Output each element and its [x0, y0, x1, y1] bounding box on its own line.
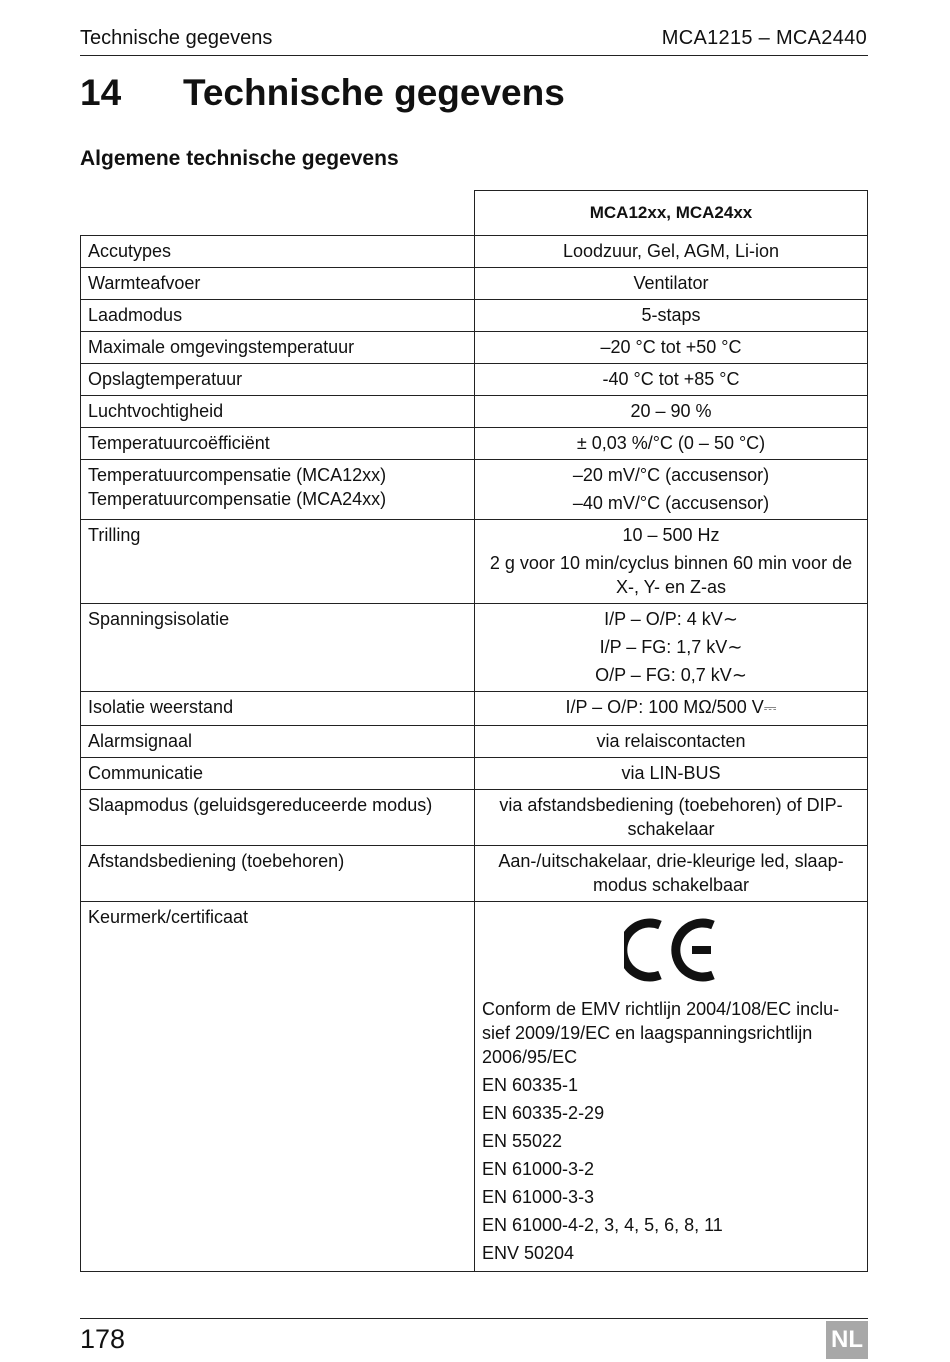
ac-symbol: ∼: [731, 665, 747, 685]
table-row: [81, 846, 868, 902]
table-row-tempcomp: [81, 460, 868, 520]
table-row: [81, 300, 868, 332]
chapter-title: Technische gegevens: [183, 72, 565, 113]
table-row: [81, 332, 868, 364]
ce-mark-icon: [624, 917, 718, 983]
row-value-line: 2 g voor 10 min/cyclus binnen 60 min voor de X-, Y- en Z-as: [489, 553, 853, 597]
row-value-line: [482, 635, 860, 659]
header-left: Technische gegevens: [80, 27, 273, 49]
value-text: I/P – O/P: 4 kV: [604, 609, 723, 629]
row-label: Opslagtemperatuur: [81, 364, 475, 396]
row-value: via relaiscontacten: [475, 726, 868, 758]
row-label: Trilling: [81, 520, 475, 604]
table-row-vibration: [81, 520, 868, 604]
row-label: Alarmsignaal: [81, 726, 475, 758]
ac-symbol: ∼: [722, 609, 738, 629]
row-label: Laadmodus: [81, 300, 475, 332]
row-value-line: [482, 663, 860, 687]
row-label: Maximale omgevingstemperatuur: [81, 332, 475, 364]
standard-item: EN 61000-4-2, 3, 4, 5, 6, 8, 11: [482, 1215, 723, 1235]
value-text: I/P – O/P: 100 MΩ/500 V: [565, 697, 764, 717]
row-value: Aan-/uitschakelaar, drie-kleurige led, slaap-modus schakelbaar: [475, 846, 868, 902]
row-value-line: [482, 607, 860, 631]
table-row: [81, 726, 868, 758]
row-label: Isolatie weerstand: [81, 692, 475, 726]
conformity-text: Conform de EMV richtlijn 2004/108/EC inclu-sief 2009/19/EC en laagspanningsrichtlijn 2006/95/EC: [482, 999, 840, 1067]
table-row: [81, 428, 868, 460]
chapter-heading: [80, 72, 565, 114]
row-label: Spanningsisolatie: [81, 604, 475, 692]
ac-symbol: ∼: [727, 637, 743, 657]
standard-item: EN 60335-2-29: [482, 1103, 605, 1123]
row-value: 20 – 90 %: [475, 396, 868, 428]
table-row-certification: [81, 902, 868, 1272]
row-label: Slaapmodus (geluidsgereduceerde modus): [81, 790, 475, 846]
page-number: 178: [80, 1324, 126, 1354]
standard-item: EN 55022: [482, 1131, 563, 1151]
standard-item: EN 60335-1: [482, 1075, 579, 1095]
row-value: [475, 520, 868, 604]
row-value: –20 °C tot +50 °C: [475, 332, 868, 364]
row-label: Keurmerk/certificaat: [81, 902, 475, 1272]
standard-item: EN 61000-3-2: [482, 1159, 595, 1179]
specs-table: [80, 190, 868, 1272]
row-value: via LIN-BUS: [475, 758, 868, 790]
row-value: [475, 902, 868, 1272]
row-value-line: 10 – 500 Hz: [622, 525, 720, 545]
table-row: [81, 790, 868, 846]
dc-symbol: ⎓: [763, 700, 777, 717]
blank-corner: [81, 191, 475, 236]
row-label: Temperatuurcoëfficiënt: [81, 428, 475, 460]
row-label: Afstandsbediening (toebehoren): [81, 846, 475, 902]
row-label: [81, 460, 475, 520]
row-value: [475, 460, 868, 520]
table-row-resistance: [81, 692, 868, 726]
row-value: [475, 604, 868, 692]
row-label: Warmteafvoer: [81, 268, 475, 300]
row-value-line: –20 mV/°C (accusensor): [572, 465, 770, 485]
standards-list: [482, 1073, 860, 1267]
table-row: [81, 758, 868, 790]
row-label: Luchtvochtigheid: [81, 396, 475, 428]
chapter-number: 14: [80, 72, 122, 113]
value-text: O/P – FG: 0,7 kV: [595, 665, 732, 685]
row-value: 5-staps: [475, 300, 868, 332]
row-value-line: –40 mV/°C (accusensor): [572, 493, 770, 513]
row-label: Accutypes: [81, 236, 475, 268]
row-label: Communicatie: [81, 758, 475, 790]
footer-rule: [80, 1318, 868, 1319]
table-row: [81, 396, 868, 428]
row-value: via afstandsbediening (toebehoren) of DIP-schakelaar: [475, 790, 868, 846]
table-row: [81, 236, 868, 268]
header-right: MCA1215 – MCA2440: [661, 27, 867, 49]
row-value: -40 °C tot +85 °C: [475, 364, 868, 396]
standard-item: EN 61000-3-3: [482, 1187, 595, 1207]
row-value: Loodzuur, Gel, AGM, Li-ion: [475, 236, 868, 268]
row-label-line: Temperatuurcompensatie (MCA24xx): [88, 489, 387, 509]
row-value: Ventilator: [475, 268, 868, 300]
table-header-row: [81, 191, 868, 236]
language-badge: NL: [826, 1321, 868, 1359]
standard-item: ENV 50204: [482, 1243, 575, 1263]
row-label-line: Temperatuurcompensatie (MCA12xx): [88, 465, 387, 485]
table-row: [81, 364, 868, 396]
model-header: MCA12xx, MCA24xx: [475, 191, 868, 236]
row-value: [475, 692, 868, 726]
ce-logo-wrap: [482, 905, 860, 997]
table-row: [81, 268, 868, 300]
section-title: Algemene technische gegevens: [80, 147, 399, 170]
header-rule: [80, 55, 868, 56]
value-text: I/P – FG: 1,7 kV: [599, 637, 728, 657]
row-value: ± 0,03 %/°C (0 – 50 °C): [475, 428, 868, 460]
table-row-isolation: [81, 604, 868, 692]
